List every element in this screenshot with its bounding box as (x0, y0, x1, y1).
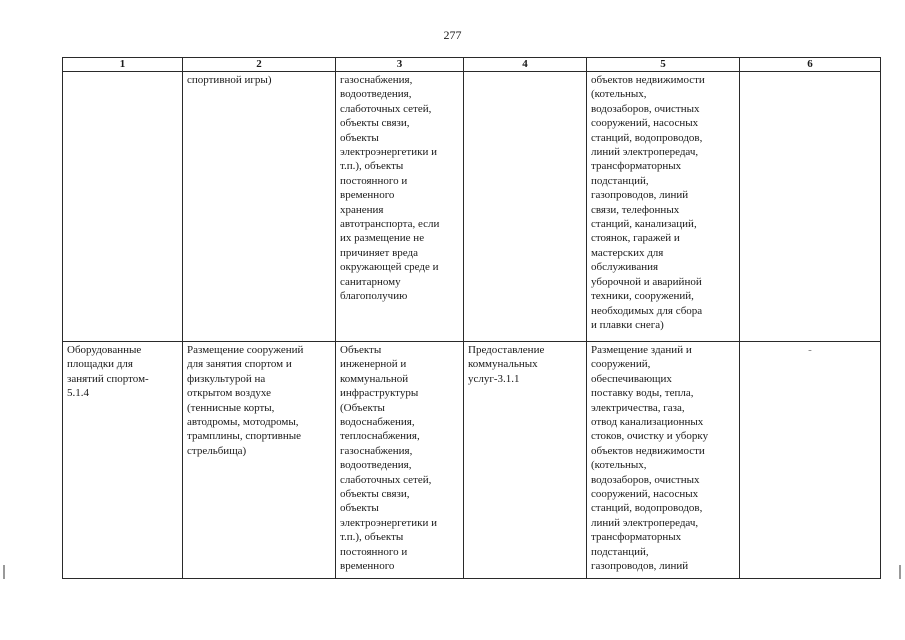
column-header-2: 2 (183, 58, 336, 72)
column-header-5: 5 (587, 58, 740, 72)
table-cell (464, 72, 587, 342)
table-row (63, 342, 881, 579)
cell-text: спортивной игры) (187, 74, 272, 86)
column-header-3: 3 (336, 58, 464, 72)
column-header-4: 4 (464, 58, 587, 72)
table-cell (740, 72, 881, 342)
scan-edge-mark-right (899, 565, 901, 579)
table-cell (336, 72, 464, 342)
table-cell (740, 342, 881, 579)
table-cell (183, 342, 336, 579)
table-cell (183, 72, 336, 342)
table-cell (63, 342, 183, 579)
cell-text: Размещение зданий и сооружений, обеспечивающих поставку воды, тепла, электричества, газа, отвод канализационных стоков, очистку и уборку объектов недвижимости (котельных, водозаборов, очистных сооружений, насосных станций, водопроводов, линий электропередач, трансформаторных подстанций, газопроводов, линий (591, 344, 709, 573)
cell-text: Предоставление коммунальных услуг-3.1.1 (468, 344, 545, 385)
column-header-1: 1 (63, 58, 183, 72)
cell-text: Объекты инженерной и коммунальной инфраструктуры (Объекты водоснабжения, теплоснабжения, газоснабжения, водоотведения, слаботочных сетей, объекты связи, объекты электроэнергетики и т.п.), объекты постоянного и временного (340, 344, 437, 573)
table-cell (464, 342, 587, 579)
table-cell (587, 72, 740, 342)
scan-edge-mark-left (3, 565, 5, 579)
table-cell (587, 342, 740, 579)
table-row (63, 72, 881, 342)
cell-text: - (808, 344, 812, 356)
cell-text: газоснабжения, водоотведения, слаботочных сетей, объекты связи, объекты электроэнергетики и т.п.), объекты постоянного и временного хранения автотранспорта, если их размещение не причиняет вреда окружающей среде и санитарному благополучию (340, 74, 440, 303)
cell-text: Оборудованные площадки для занятий спортом- 5.1.4 (67, 344, 149, 400)
cell-text: объектов недвижимости (котельных, водозаборов, очистных сооружений, насосных станций, водопроводов, линий электропередач, трансформаторных подстанций, газопроводов, линий связи, телефонных станций, канализаций, стоянок, гаражей и мастерских для обслуживания уборочной и аварийной техники, сооружений, необходимых для сбора и плавки снега) (591, 74, 705, 331)
column-header-6: 6 (740, 58, 881, 72)
table-cell (63, 72, 183, 342)
cell-text: Размещение сооружений для занятия спортом и физкультурой на открытом воздухе (теннисные корты, автодромы, мотодромы, трамплины, спортивные стрельбища) (187, 344, 304, 457)
table-cell (336, 342, 464, 579)
land-use-table (62, 57, 881, 579)
table-header-row (63, 58, 881, 72)
page-number: 277 (443, 28, 462, 42)
